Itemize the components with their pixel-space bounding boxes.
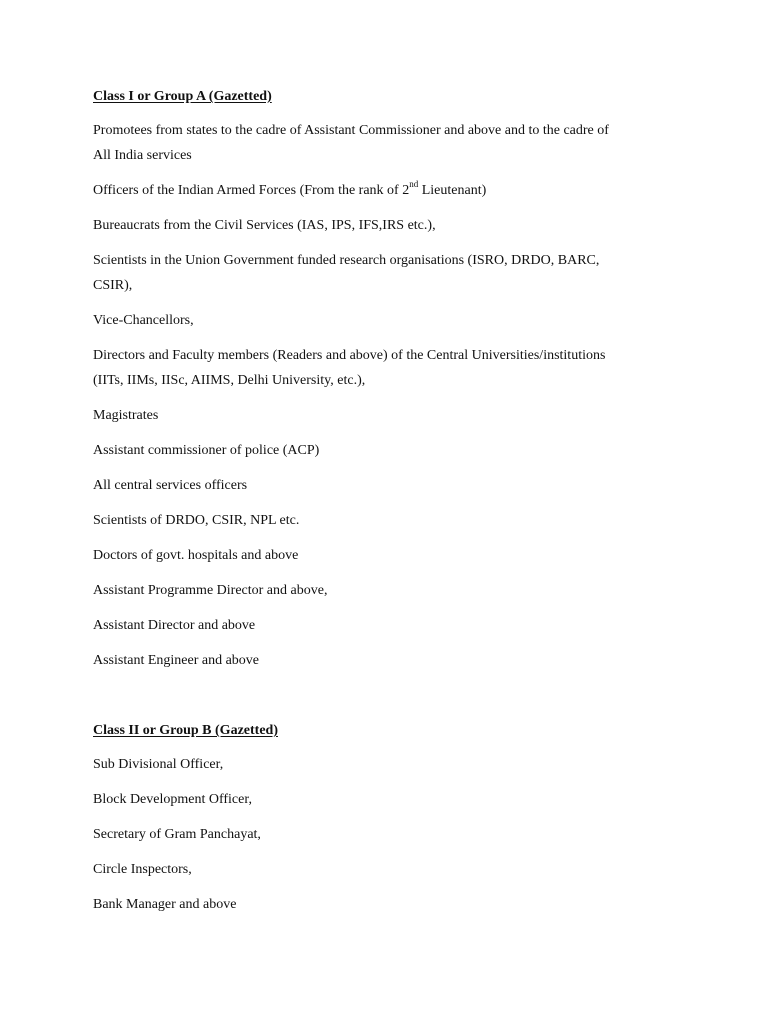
group-a-item: Assistant Engineer and above <box>93 653 260 668</box>
group-a-item: Assistant Programme Director and above, <box>93 583 328 598</box>
armed-forces-text: Officers of the Indian Armed Forces (From the rank of 2 <box>93 183 410 198</box>
group-b-heading: Class II or Group B (Gazetted) <box>93 723 278 738</box>
group-a-item-line: Directors and Faculty members (Readers and above) of the Central Universities/institutions <box>93 348 606 363</box>
group-a-item: Assistant Director and above <box>93 618 256 633</box>
group-b-item: Block Development Officer, <box>93 792 252 807</box>
group-a-item-line: Scientists in the Union Government funded research organisations (ISRO, DRDO, BARC, <box>93 253 600 268</box>
group-a-item-line: (IITs, IIMs, IISc, AIIMS, Delhi University, etc.), <box>93 373 366 388</box>
ordinal-superscript: nd <box>409 179 419 190</box>
group-a-item-line: Promotees from states to the cadre of Assistant Commissioner and above and to the cadre of <box>93 123 609 138</box>
group-a-item: Assistant commissioner of police (ACP) <box>93 443 320 458</box>
group-a-heading: Class I or Group A (Gazetted) <box>93 89 272 104</box>
group-a-item: Doctors of govt. hospitals and above <box>93 548 299 563</box>
group-b-item: Circle Inspectors, <box>93 862 192 877</box>
group-a-item: All central services officers <box>93 478 248 493</box>
group-a-item: Bureaucrats from the Civil Services (IAS, IPS, IFS,IRS etc.), <box>93 218 436 233</box>
group-b-item: Sub Divisional Officer, <box>93 757 224 772</box>
group-b-item: Secretary of Gram Panchayat, <box>93 827 261 842</box>
group-a-item: Vice-Chancellors, <box>93 313 194 328</box>
group-a-item-armed-forces <box>93 178 675 203</box>
group-a-item-line: All India services <box>93 148 192 163</box>
group-b-item: Bank Manager and above <box>93 897 237 912</box>
armed-forces-text-end: Lieutenant) <box>418 183 487 198</box>
group-a-item: Scientists of DRDO, CSIR, NPL etc. <box>93 513 300 528</box>
group-a-item-line: CSIR), <box>93 278 133 293</box>
group-a-item: Magistrates <box>93 408 159 423</box>
